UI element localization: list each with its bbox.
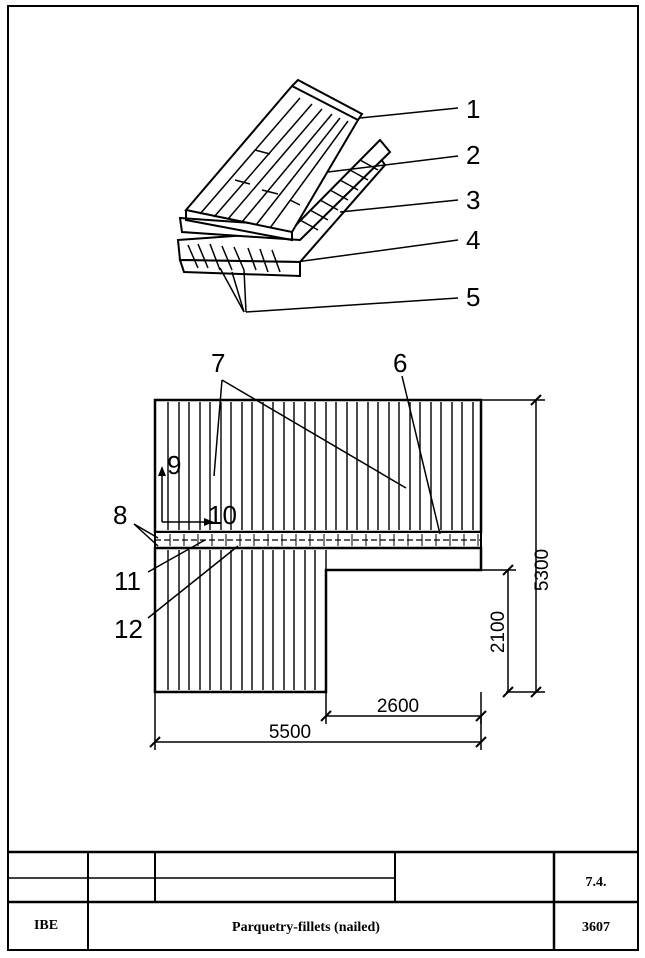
isometric-exploded-view (178, 80, 390, 276)
callout-8: 8 (113, 500, 128, 530)
dim-width-notch: 2600 (376, 696, 420, 717)
dim-height-notch: 2100 (488, 610, 509, 654)
floor-plan (155, 400, 481, 692)
title-block-section: 7.4. (585, 875, 607, 890)
callout-3: 3 (466, 185, 481, 215)
dim-height-total: 5300 (532, 548, 553, 592)
callout-10: 10 (208, 500, 237, 530)
plan-lower-block (155, 548, 481, 692)
callout-12: 12 (114, 614, 143, 644)
callout-4: 4 (466, 225, 481, 255)
title-block-org: IBE (33, 918, 59, 933)
callout-1: 1 (466, 94, 481, 124)
callout-5: 5 (466, 282, 481, 312)
plan-upper-block (155, 400, 481, 532)
title-block-sheet-number: 3607 (582, 920, 610, 935)
callout-2: 2 (466, 140, 481, 170)
dim-width-total: 5500 (268, 722, 312, 743)
title-block-title: Parquetry-fillets (nailed) (232, 920, 380, 935)
callout-7: 7 (211, 348, 226, 378)
title-block (8, 852, 638, 950)
callout-9: 9 (167, 450, 182, 480)
callout-6: 6 (393, 348, 408, 378)
callout-11: 11 (114, 566, 141, 596)
